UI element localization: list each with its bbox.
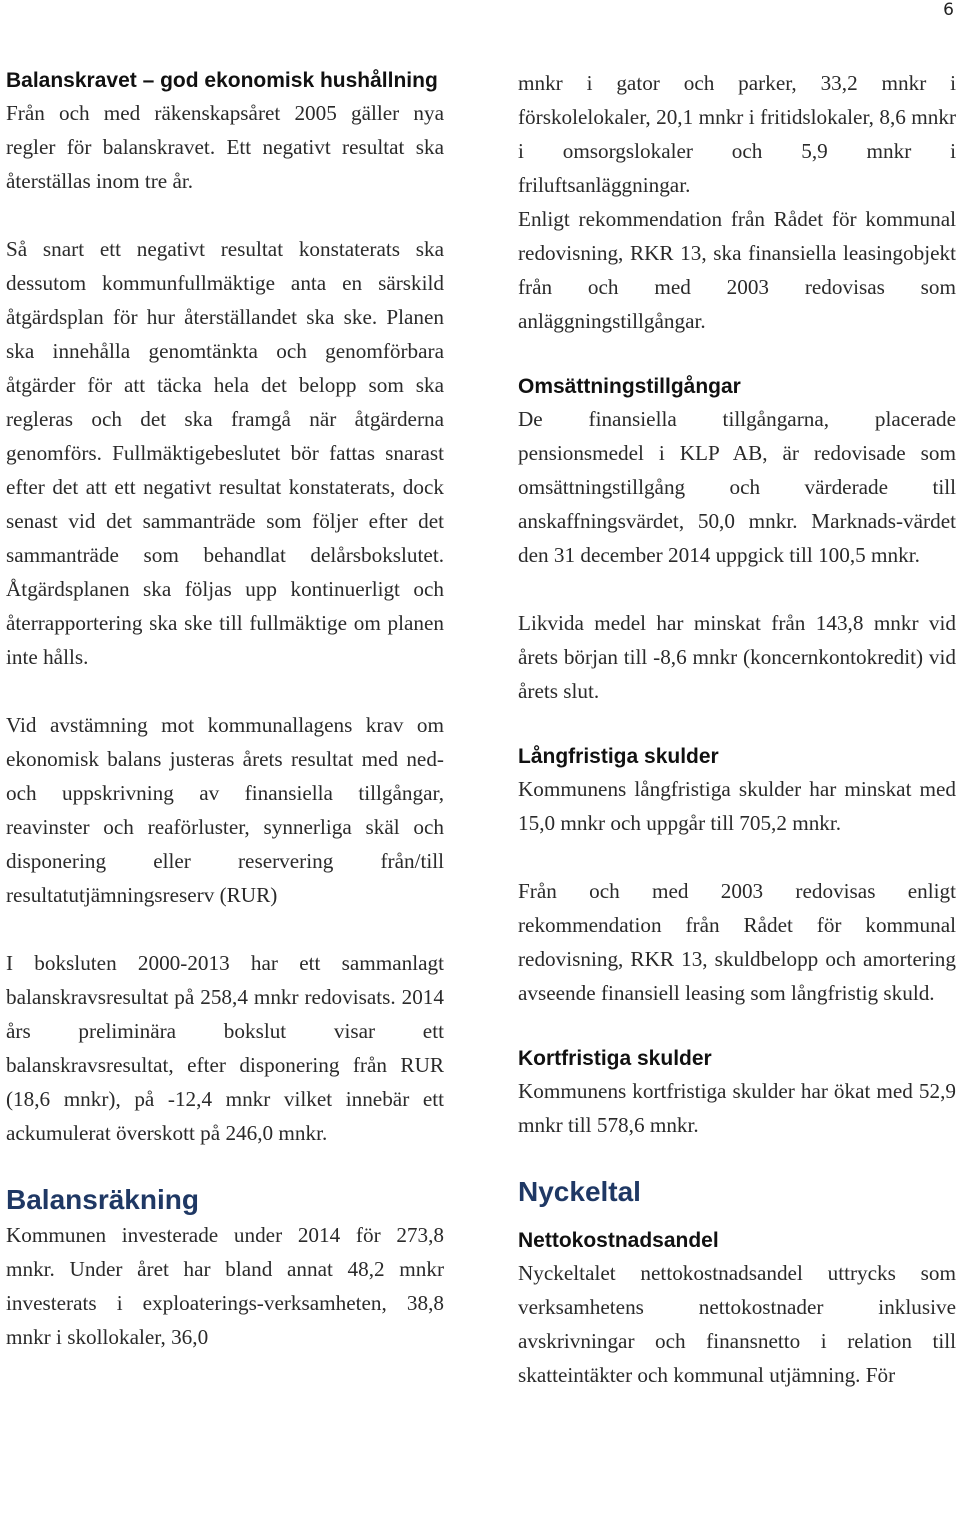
heading-nettokostnadsandel: Nettokostnadsandel <box>518 1229 719 1252</box>
heading-kortfristiga-skulder: Kortfristiga skulder <box>518 1047 712 1070</box>
left-column <box>6 66 444 1354</box>
heading-balanskravet: Balanskravet – god ekonomisk hushållning <box>6 69 438 92</box>
heading-omsattningstillgangar: Omsättningstillgångar <box>518 375 741 398</box>
paragraph-balanskravet-intro: Från och med räkenskapsåret 2005 gäller nya regler för balanskravet. Ett negativt resultat ska återställas inom tre år. <box>6 101 444 193</box>
paragraph-investeringar-cont: mnkr i gator och parker, 33,2 mnkr i förskolelokaler, 20,1 mnkr i fritidslokaler, 8,6 mnkr i omsorgslokaler och 5,9 mnkr i friluftsanläggningar. <box>518 71 956 197</box>
paragraph-investeringar: Kommunen investerade under 2014 för 273,8 mnkr. Under året har bland annat 48,2 mnkr investerats i exploaterings-verksamheten, 38,8 mnkr i skollokaler, 36,0 <box>6 1223 444 1349</box>
paragraph-bokslut: I boksluten 2000-2013 har ett sammanlagt balanskravsresultat på 258,4 mnkr redovisats. 2014 års preliminära bokslut visar ett balanskravsresultat, efter disponering från RUR (18,6 mnkr), på -12,4 mnkr vilket innebär ett ackumulerat överskott på 246,0 mnkr. <box>6 951 444 1145</box>
paragraph-langfristiga-skulder: Kommunens långfristiga skulder har minskat med 15,0 mnkr och uppgår till 705,2 mnkr. <box>518 777 956 835</box>
heading-langfristiga-skulder: Långfristiga skulder <box>518 745 719 768</box>
heading-nyckeltal: Nyckeltal <box>518 1176 641 1207</box>
paragraph-nettokostnadsandel: Nyckeltalet nettokostnadsandel uttrycks som verksamhetens nettokostnader inklusive avskrivningar och finansnetto i relation till skatteintäkter och kommunal utjämning. För <box>518 1261 956 1387</box>
paragraph-avstamning: Vid avstämning mot kommunallagens krav om ekonomisk balans justeras årets resultat med ned- och uppskrivning av finansiella tillgångar, reavinster och reaförluster, synnerliga skäl och disponering eller reservering från/till resultatutjämningsreserv (RUR) <box>6 713 444 907</box>
paragraph-finansiella-tillgangar: De finansiella tillgångarna, placerade pensionsmedel i KLP AB, är redovisade som omsättningstillgång och värderade till anskaffningsvärdet, 50,0 mnkr. Marknads-värdet den 31 december 2014 uppgick till 100,5 mnkr. <box>518 407 956 567</box>
paragraph-leasing: Enligt rekommendation från Rådet för kommunal redovisning, RKR 13, ska finansiella leasingobjekt från och med 2003 redovisas som anläggningstillgångar. <box>518 207 956 333</box>
page-number: 6 <box>943 0 954 20</box>
paragraph-skuldbelopp: Från och med 2003 redovisas enligt rekommendation från Rådet för kommunal redovisning, RKR 13, skuldbelopp och amortering avseende finansiell leasing som långfristig skuld. <box>518 879 956 1005</box>
heading-balansrakning: Balansräkning <box>6 1184 199 1215</box>
paragraph-likvida-medel: Likvida medel har minskat från 143,8 mnkr vid årets början till -8,6 mnkr (koncernkontokredit) vid årets slut. <box>518 611 956 703</box>
paragraph-atgardsplan: Så snart ett negativt resultat konstaterats ska dessutom kommunfullmäktige anta en särskild åtgärdsplan för hur återställandet ska ske. Planen ska innehålla genomtänkta och genomförbara åtgärder för att täcka hela det belopp som ska regleras och det ska framgå när åtgärderna genomförs. Fullmäktigebeslutet bör fattas snarast efter det att ett negativt resultat konstaterats, dock senast vid det sammanträde som följer efter det sammanträde som behandlat delårsbokslutet. Åtgärdsplanen ska följas upp kontinuerligt och återrapportering ska ske till fullmäktige om planen inte hålls. <box>6 237 444 669</box>
right-column <box>518 66 956 1392</box>
paragraph-kortfristiga-skulder: Kommunens kortfristiga skulder har ökat med 52,9 mnkr till 578,6 mnkr. <box>518 1079 956 1137</box>
